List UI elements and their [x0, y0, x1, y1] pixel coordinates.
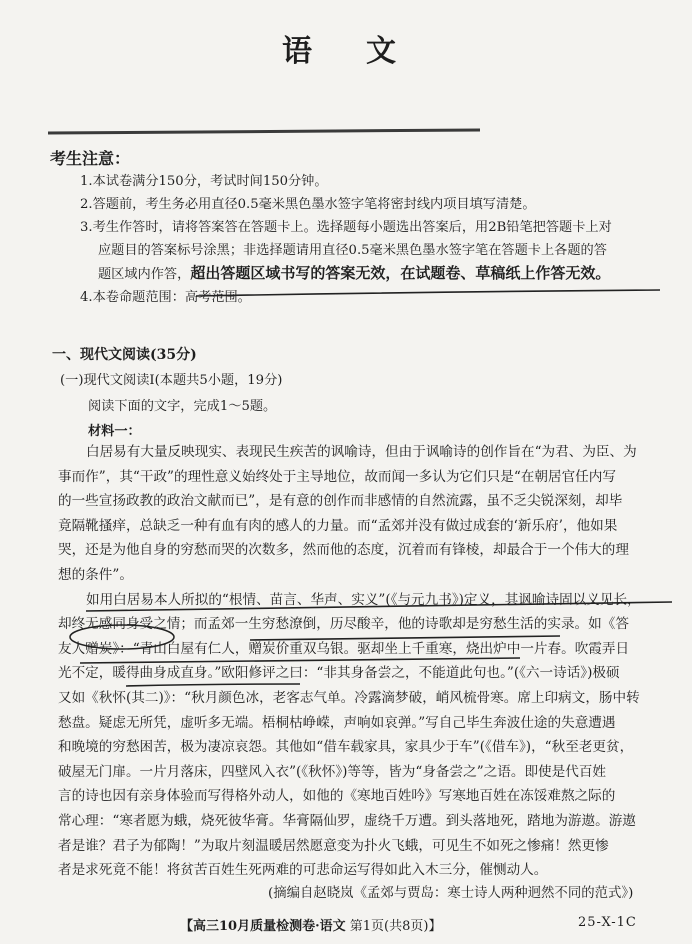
text-line: 白居易有大量反映现实、表现民生疾苦的讽喻诗，但由于讽喻诗的创作旨在“为君、为臣、为 [86, 444, 637, 460]
footer [180, 915, 441, 934]
text-line: 想的条件”。 [58, 566, 133, 583]
notice-item: 3.考生作答时，请将答案答在答题卡上。选择题每小题选出答案后，用2B铅笔把答题卡上对 [80, 220, 612, 235]
text-line: 哭，还是为他自身的穷愁而哭的次数多，然而他的态度，沉着而有锋棱，却最合于一个伟大的理 [58, 542, 629, 559]
text-line: 的一些宣扬政教的政治文献而已”，是有意的创作而非感情的自然流露，虽不乏尖锐深刻，却毕 [58, 493, 623, 510]
notice-text: 题区域内作答， [98, 267, 191, 282]
text-line: 常心理：“寒者愿为蛾，烧死彼华膏。华膏隔仙罗，虚绕千万遭。到头落地死，踏地为游遨。游遨 [58, 812, 636, 829]
text-line: 却终无感同身受之情；而孟郊一生穷愁潦倒，历尽酸辛，他的诗歌却是穷愁生活的实录。如《答 [58, 616, 629, 633]
text-line: 如用白居易本人所拟的“根情、苗言、华声、实义”(《与元九书》)定义，其讽喻诗固以义见长， [86, 591, 641, 608]
text-line: 言的诗也因有亲身体验而写得格外动人，如他的《寒地百姓吟》写寒地百姓在冻馁难熬之际的 [58, 788, 616, 805]
text-line: 和晚境的穷愁困苦，极为凄凉哀怨。其他如“借车载家具，家具少于车”(《借车》)，“秋至老更贫， [58, 739, 634, 756]
notice-emphasis: 超出答题区域书写的答案无效，在试题卷、草稿纸上作答无效。 [190, 264, 611, 282]
source-citation: (摘编自赵晓岚《孟郊与贾岛：寒士诗人两种迥然不同的范式》) [268, 886, 634, 901]
instruction: 阅读下面的文字，完成1～5题。 [88, 399, 277, 414]
notice-item: 1.本试卷满分150分，考试时间150分钟。 [80, 174, 328, 189]
header-divider [48, 128, 480, 134]
page-title: 语文 [282, 34, 450, 69]
text-line: 光不定，暖得曲身成直身。”欧阳修评之曰：“非其身备尝之，不能道此句也。”(《六一诗话》)极硕 [58, 665, 620, 682]
footer-label: 【高三10月质量检测卷·语文 [180, 919, 346, 934]
text-line: 者是求死竟不能！将贫苦百姓生死两难的可悲命运写得如此入木三分，催恻动人。 [58, 862, 548, 879]
exam-code: 25-X-1C [578, 915, 637, 930]
notice-item: 4.本卷命题范围：高考范围。 [80, 290, 251, 305]
text-line: 竟隔靴搔痒，总缺乏一种有血有肉的感人的力量。而“孟郊并没有做过成套的‘新乐府’，他如果 [58, 517, 618, 534]
text-line: 又如《秋怀(其二)》：“秋月颜色冰，老客志气单。冷露滴梦破，峭风梳骨寒。席上印病文，肠中转 [58, 689, 640, 706]
reading-passage [58, 440, 688, 883]
text-line: 事而作”，其“干政”的理性意义始终处于主导地位，故而闻一多认为它们只是“在朝居官任内写 [58, 468, 616, 485]
notice-item-continued [80, 262, 680, 286]
notice-item: 2.答题前，考生务必用直径0.5毫米黑色墨水签字笔将密封线内项目填写清楚。 [80, 197, 536, 212]
notice-item-continued: 应题目的答案标号涂黑；非选择题请用直径0.5毫米黑色墨水签字笔在答题卡上各题的答 [98, 243, 607, 258]
notice-heading: 考生注意： [50, 149, 131, 168]
notice-list [80, 170, 680, 309]
text-line: 愁盘。疑虑无所凭，虚听多无端。梧桐枯峥嵘，声响如哀弹。”写自己毕生奔波仕途的失意遭遇 [58, 714, 616, 731]
subsection-heading: (一)现代文阅读Ⅰ(本题共5小题，19分) [60, 373, 283, 388]
section-heading: 一、现代文阅读(35分) [52, 347, 197, 363]
text-line: 者是谁？君子为郁陶！”为取片刻温暖居然愿意变为扑火飞蛾，可见生不如死之惨痛！然更惨 [58, 837, 609, 854]
material-label: 材料一： [88, 424, 141, 439]
text-line: 破屋无门扉。一片月落床，四壁风入衣”(《秋怀》)等等，皆为“身备尝之”之语。即使是代百姓 [58, 763, 607, 780]
text-line: 友人赠炭》：“青山白屋有仁人，赠炭价重双乌银。驱却坐上千重寒，烧出炉中一片春。吹霞弄日 [58, 640, 630, 657]
page-number: 第1页(共8页)】 [349, 919, 442, 934]
